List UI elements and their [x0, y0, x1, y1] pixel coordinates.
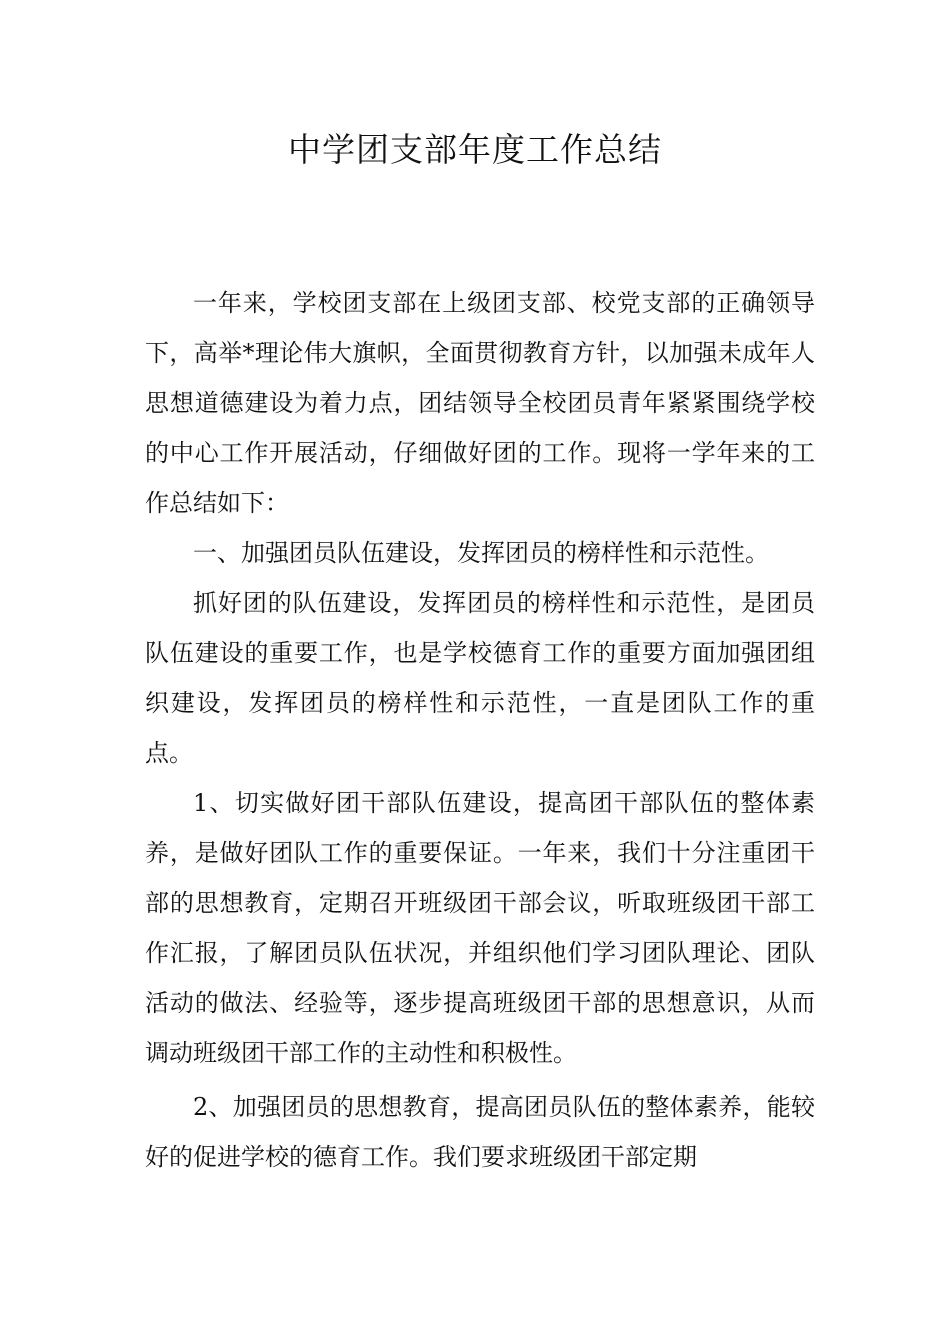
document-body [145, 278, 815, 1182]
item-2-paragraph: 2、加强团员的思想教育，提高团员队伍的整体素养，能较好的促进学校的德育工作。我们要求班级团干部定期 [145, 1093, 815, 1171]
section-heading-1: 一、加强团员队伍建设，发挥团员的榜样性和示范性。 [193, 539, 769, 567]
section-1-paragraph: 抓好团的队伍建设，发挥团员的榜样性和示范性，是团员队伍建设的重要工作，也是学校德育工作的重要方面加强团组织建设，发挥团员的榜样性和示范性，一直是团队工作的重点。 [145, 589, 815, 767]
document-title: 中学团支部年度工作总结 [288, 130, 662, 169]
intro-paragraph: 一年来，学校团支部在上级团支部、校党支部的正确领导下，高举*理论伟大旗帜，全面贯彻教育方针，以加强未成年人思想道德建设为着力点，团结领导全校团员青年紧紧围绕学校的中心工作开展活动，仔细做好团的工作。现将一学年来的工作总结如下： [145, 289, 815, 517]
item-1-paragraph: 1、切实做好团干部队伍建设，提高团干部队伍的整体素养，是做好团队工作的重要保证。一年来，我们十分注重团干部的思想教育，定期召开班级团干部会议，听取班级团干部工作汇报，了解团员队伍状况，并组织他们学习团队理论、团队活动的做法、经验等，逐步提高班级团干部的思想意识，从而调动班级团干部工作的主动性和积极性。 [145, 789, 815, 1067]
